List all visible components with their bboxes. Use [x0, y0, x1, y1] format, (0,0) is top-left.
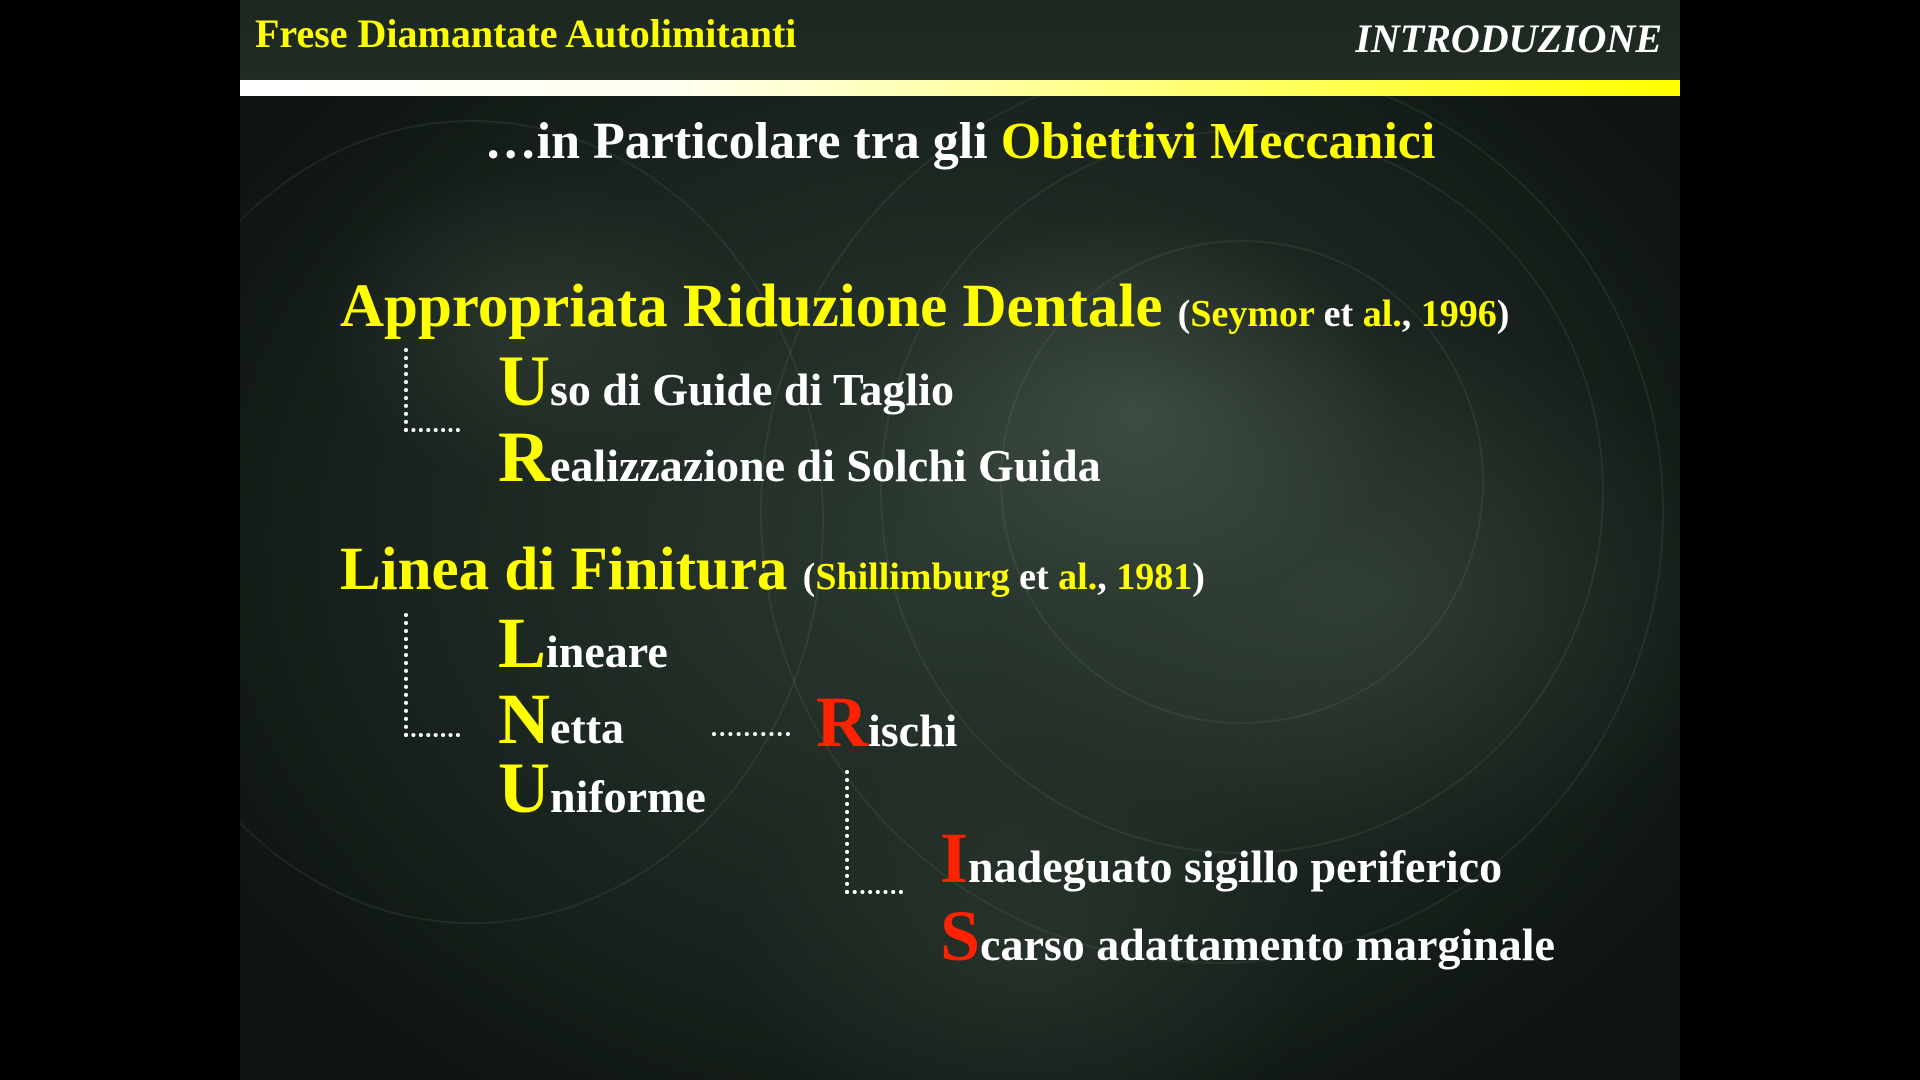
slide-subtitle	[240, 112, 1680, 171]
section-heading-finitura	[340, 535, 1205, 605]
list-item	[940, 818, 1503, 898]
citation: (Shillimburg et al., 1981)	[802, 556, 1205, 598]
item-initial: I	[940, 818, 969, 898]
heading-text: Appropriata Riduzione Dentale	[340, 273, 1163, 340]
list-item	[498, 748, 706, 828]
risk-connector	[712, 732, 790, 736]
header-title: Frese Diamantate Autolimitanti	[255, 11, 797, 56]
list-item	[498, 341, 954, 421]
item-text: ineare	[546, 626, 668, 677]
section-heading-riduzione	[340, 272, 1509, 342]
tree-connector	[845, 770, 903, 894]
header-divider	[240, 80, 1680, 96]
item-text: etta	[550, 702, 625, 753]
list-item	[498, 679, 625, 759]
item-initial: L	[498, 603, 547, 683]
tree-connector	[404, 613, 460, 737]
item-initial: U	[498, 748, 550, 828]
item-initial: R	[816, 682, 868, 762]
citation: (Seymor et al., 1996)	[1177, 293, 1510, 335]
item-initial: S	[940, 896, 981, 976]
item-text: nadeguato sigillo periferico	[968, 841, 1503, 892]
item-text: so di Guide di Taglio	[550, 364, 954, 415]
tree-connector	[404, 348, 460, 432]
item-initial: N	[498, 679, 550, 759]
risks-label	[816, 682, 958, 762]
item-text: niforme	[550, 771, 706, 822]
item-text: ischi	[868, 705, 958, 756]
subtitle-highlight: Obiettivi Meccanici	[1000, 113, 1436, 170]
header-bar	[240, 0, 1680, 80]
heading-text: Linea di Finitura	[340, 536, 788, 603]
subtitle-prefix: …in Particolare tra gli	[484, 113, 1001, 170]
item-text: carso adattamento marginale	[980, 919, 1555, 970]
item-text: ealizzazione di Solchi Guida	[550, 440, 1101, 491]
list-item	[498, 603, 668, 683]
item-initial: R	[498, 417, 550, 497]
item-initial: U	[498, 341, 550, 421]
list-item	[940, 896, 1555, 976]
list-item	[498, 417, 1101, 497]
section-label: INTRODUZIONE	[1355, 16, 1662, 61]
slide	[240, 0, 1680, 1080]
